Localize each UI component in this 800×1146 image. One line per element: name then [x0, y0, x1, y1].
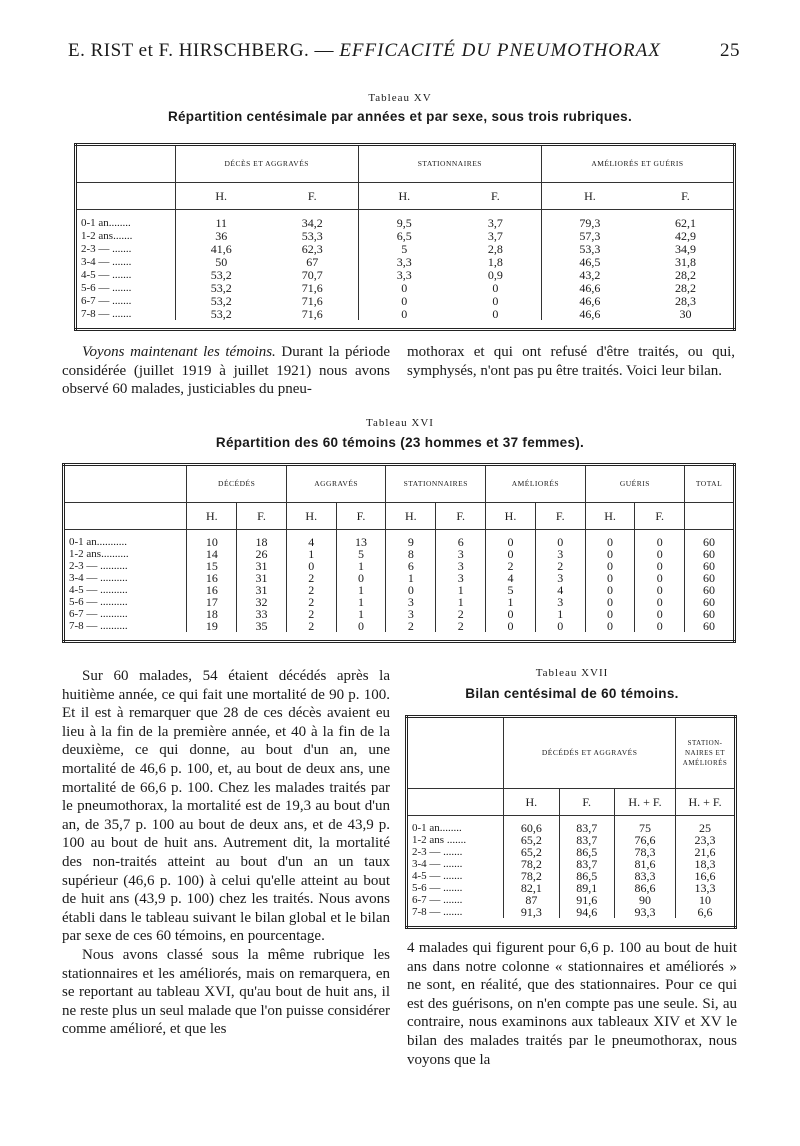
row-label: 3-4 — ..........: [69, 572, 128, 584]
table-cell: 18: [237, 530, 287, 549]
table-cell: 60: [685, 584, 735, 596]
table16-subheader: H.: [286, 503, 336, 530]
table-cell: 91,3: [504, 906, 559, 918]
header-authors: E. RIST et F. HIRSCHBERG. —: [68, 40, 335, 61]
row-label: 2-3 — .......: [412, 846, 463, 858]
table-cell: 16: [187, 572, 237, 584]
table17-subheader: H.: [504, 789, 559, 816]
table16-group-header: GUÉRIS: [585, 465, 684, 503]
table-cell: 2: [436, 620, 486, 632]
table-cell: 14: [187, 548, 237, 560]
table-cell: 31: [237, 572, 287, 584]
table15-body: [76, 210, 735, 330]
table-cell: 1: [386, 572, 436, 584]
table-cell: 2: [286, 572, 336, 584]
table-cell: 2: [286, 608, 336, 620]
table-row: [76, 255, 735, 268]
table-cell: 3: [436, 572, 486, 584]
table-cell: 10: [187, 530, 237, 549]
table-cell: 2: [535, 560, 585, 572]
table-cell: 83,7: [559, 816, 614, 835]
row-label: 4-5 — .......: [81, 268, 132, 281]
table-cell: 19: [187, 620, 237, 632]
table-cell: 0: [585, 584, 635, 596]
table-cell: 0: [585, 548, 635, 560]
row-label: 0-1 an...........: [69, 536, 128, 548]
table-cell: 0: [535, 530, 585, 549]
table-cell: 71,6: [301, 293, 323, 308]
table16-subheader: H.: [187, 503, 237, 530]
table-cell: 46,6: [541, 294, 638, 307]
table-cell: 18,3: [676, 858, 736, 870]
row-label: 3-4 — .......: [412, 858, 463, 870]
table-cell: 16,6: [676, 870, 736, 882]
table-cell: 71,6: [301, 306, 323, 321]
row-label: 7-8 — .......: [81, 307, 132, 320]
table-cell: 1: [486, 596, 536, 608]
table-cell: 91,6: [559, 894, 614, 906]
table-cell: 89,1: [559, 882, 614, 894]
table-cell: 1: [336, 584, 386, 596]
table16-corner: [64, 465, 187, 503]
table-cell: 17: [187, 596, 237, 608]
table-cell: 1,8: [487, 254, 503, 269]
table16-titles: [0, 417, 800, 450]
table-cell: 0: [585, 596, 635, 608]
table-cell: 3: [535, 572, 585, 584]
table-cell: 28,3: [674, 293, 696, 308]
table15: [74, 143, 736, 331]
table-cell: 0: [635, 620, 685, 632]
table-cell: 0: [492, 280, 499, 295]
para-temoins-left: [62, 343, 390, 399]
table-cell: 82,1: [504, 882, 559, 894]
table-row: [407, 816, 736, 835]
table-cell: 1: [336, 608, 386, 620]
table-cell: 78,2: [504, 858, 559, 870]
table17-group-header: STATION-NAIRES ET AMÉLIORÉS: [676, 717, 736, 789]
table-cell: 94,6: [559, 906, 614, 918]
table-cell: 50: [175, 255, 267, 268]
table-cell: 5: [358, 242, 450, 255]
table16-subheader: F.: [436, 503, 486, 530]
table-cell: 3: [535, 548, 585, 560]
table-cell: 2: [286, 584, 336, 596]
table16-body: [64, 530, 735, 642]
row-label: 5-6 — .......: [81, 281, 132, 294]
table-row: [76, 281, 735, 294]
table16-corner-sub: [64, 503, 187, 530]
table-cell: 6,6: [676, 906, 736, 918]
table-cell: 6,5: [358, 229, 450, 242]
table-cell: 25: [676, 816, 736, 835]
row-label: 0-1 an........: [412, 822, 462, 834]
row-label: 5-6 — .......: [412, 882, 463, 894]
table-cell: 36: [175, 229, 267, 242]
table15-group-header: STATIONNAIRES: [358, 145, 541, 183]
table-cell: 86,5: [559, 846, 614, 858]
table17-group-header: DÉCÉDÉS ET AGGRAVÉS: [504, 717, 676, 789]
table-row: [64, 530, 735, 549]
table-cell: 71,6: [301, 280, 323, 295]
table-cell: 0: [336, 620, 386, 632]
table-cell: 23,3: [676, 834, 736, 846]
table-cell: 46,6: [541, 307, 638, 320]
table16-caption: Tableau XVI: [366, 417, 434, 429]
table15-corner: [76, 145, 176, 183]
table17-caption: Tableau XVII: [535, 667, 609, 679]
table-cell: 2: [436, 608, 486, 620]
table-cell: 1: [336, 596, 386, 608]
table15-titles: [0, 92, 800, 124]
right-paragraph-1: 4 malades qui figurent pour 6,6 p. 100 au bout de huit ans dans notre colonne « stationnaires et améliorés » ne sont, en réalité, que des stationnaires. Pour ce qui est des guérisons, on n'en compte pas une seule. Si, au contraire, nous examinons aux tableaux XIV et XV le bilan des malades traités par le pneumothorax, nous voyons que la: [407, 940, 737, 1068]
table15-subheader: F.: [638, 183, 735, 210]
row-label: 4-5 — .......: [412, 870, 463, 882]
table-cell: 0,9: [487, 267, 503, 282]
table-cell: 5: [336, 548, 386, 560]
table16-subheader-total: [685, 503, 735, 530]
table-cell: 53,3: [301, 228, 323, 243]
table16-group-header: AMÉLIORÉS: [486, 465, 586, 503]
table-cell: 31,8: [674, 254, 696, 269]
table16-subheader: H.: [585, 503, 635, 530]
table-cell: 0: [358, 294, 450, 307]
table-cell: 0: [585, 560, 635, 572]
table-cell: 0: [635, 584, 685, 596]
table-cell: 0: [535, 620, 585, 632]
table17-subheader: H. + F.: [676, 789, 736, 816]
table-cell: 16: [187, 584, 237, 596]
table-cell: 76,6: [614, 834, 675, 846]
row-label: 7-8 — ..........: [69, 620, 128, 632]
table-row: [64, 584, 735, 596]
table-cell: 5: [486, 584, 536, 596]
table16-group-header: AGGRAVÉS: [286, 465, 386, 503]
table-cell: 86,6: [614, 882, 675, 894]
table-cell: 10: [676, 894, 736, 906]
table-row: [76, 210, 735, 230]
table16-subheader: H.: [486, 503, 536, 530]
table-cell: 0: [635, 572, 685, 584]
table-row: [407, 882, 736, 894]
table-cell: 0: [635, 560, 685, 572]
row-label: 6-7 — ..........: [69, 608, 128, 620]
table-cell: 65,2: [504, 834, 559, 846]
table-cell: 4: [535, 584, 585, 596]
table-cell: 3: [386, 608, 436, 620]
table-cell: 2,8: [487, 241, 503, 256]
table15-subheader: H.: [541, 183, 638, 210]
table-cell: 60: [685, 608, 735, 620]
table-cell: 86,5: [559, 870, 614, 882]
left-paragraph-1: Sur 60 malades, 54 étaient décédés après la huitième année, ce qui fait une mortalité de 90 p. 100. Et il est à remarquer que 28 de ces décès avaient eu lieu à la fin de la première année, et 40 à la fin de la deuxième, ce qui donne, au bout d'un an, une mortalité de 46,6 p. 100, et, au bout de deux ans, une mortalité de 66,6 p. 100. Chez les malades traités par le pneumothorax, la mortalité est de 19,3 au bout d'un an, de 35,7 p. 100 au bout de deux ans, et de 43,9 p. 100 au bout de huit ans. Autrement dit, la mortalité des non-traités atteint au bout d'un an un taux supérieur (46,6 p. 100) à celui qu'elle atteint au bout de huit ans (43,9 p. 100) chez les traités. Nous avons établi dans le tableau suivant le bilan global et le bilan par sexe de ces 60 témoins, en pourcentage.: [62, 668, 390, 945]
table-cell: 6: [436, 530, 486, 549]
table-cell: 26: [237, 548, 287, 560]
table-cell: 0: [492, 293, 499, 308]
table-cell: 0: [585, 530, 635, 549]
table-cell: 60,6: [504, 816, 559, 835]
table-row: [64, 608, 735, 620]
table-cell: 3,3: [358, 255, 450, 268]
table-padding-cell: [76, 320, 735, 330]
table-cell: 75: [614, 816, 675, 835]
table-cell: 83,7: [559, 834, 614, 846]
table-row: [64, 620, 735, 632]
table-cell: 60: [685, 530, 735, 549]
table-padding-row: [407, 918, 736, 928]
table-cell: 32: [237, 596, 287, 608]
table-row: [407, 846, 736, 858]
table15-group-header: AMÉLIORÉS ET GUÉRIS: [541, 145, 734, 183]
table-row: [76, 229, 735, 242]
table-cell: 9,5: [358, 210, 450, 230]
para-temoins-right-text: mothorax et qui ont refusé d'être traités, ou qui, symphysés, n'ont pas pu être traités. Voici leur bilan.: [407, 344, 735, 379]
table-cell: 78,3: [614, 846, 675, 858]
table15-caption: Tableau XV: [368, 92, 432, 104]
table-cell: 93,3: [614, 906, 675, 918]
table-cell: 0: [486, 620, 536, 632]
table-cell: 3,7: [487, 215, 503, 230]
table-cell: 2: [386, 620, 436, 632]
table-cell: 53,2: [175, 307, 267, 320]
table-cell: 33: [237, 608, 287, 620]
table16-group-header: STATIONNAIRES: [386, 465, 486, 503]
table15-subheader: F.: [450, 183, 542, 210]
table-cell: 87: [504, 894, 559, 906]
table-cell: 3: [436, 548, 486, 560]
table-cell: 0: [492, 306, 499, 321]
table16-subheader: H.: [386, 503, 436, 530]
table-row: [407, 894, 736, 906]
table16-subheader: F.: [336, 503, 386, 530]
table-cell: 6: [386, 560, 436, 572]
table-cell: 21,6: [676, 846, 736, 858]
table-cell: 81,6: [614, 858, 675, 870]
table-cell: 13: [336, 530, 386, 549]
right-column: [407, 939, 737, 1069]
row-label: 0-1 an........: [81, 216, 131, 229]
table-cell: 28,2: [674, 267, 696, 282]
table-cell: 11: [175, 210, 267, 230]
table-cell: 3: [436, 560, 486, 572]
table15-corner-sub: [76, 183, 176, 210]
table-row: [407, 906, 736, 918]
table-padding-cell: [64, 632, 735, 642]
table-cell: 0: [635, 530, 685, 549]
table-cell: 0: [635, 608, 685, 620]
table16-subheader: F.: [237, 503, 287, 530]
table-cell: 0: [336, 572, 386, 584]
table-row: [76, 294, 735, 307]
row-label: 2-3 — ..........: [69, 560, 128, 572]
table-cell: 0: [286, 560, 336, 572]
table-cell: 1: [286, 548, 336, 560]
table17-corner-sub: [407, 789, 504, 816]
left-column: [62, 667, 390, 1039]
para-temoins-right: [407, 343, 735, 380]
table-cell: 60: [685, 572, 735, 584]
table-cell: 4: [286, 530, 336, 549]
table-cell: 60: [685, 620, 735, 632]
table15-group-header: DÉCÈS ET AGGRAVÉS: [175, 145, 358, 183]
row-label: 6-7 — .......: [81, 294, 132, 307]
table-cell: 53,3: [541, 242, 638, 255]
table15-subheader: H.: [358, 183, 450, 210]
table-cell: 1: [436, 596, 486, 608]
table17-subtitle: Bilan centésimal de 60 témoins.: [465, 686, 679, 701]
table-cell: 8: [386, 548, 436, 560]
table-cell: 2: [286, 596, 336, 608]
table15-subheader: H.: [175, 183, 267, 210]
row-label: 7-8 — .......: [412, 906, 463, 918]
table-cell: 1: [535, 608, 585, 620]
table-cell: 43,2: [541, 268, 638, 281]
table-row: [76, 268, 735, 281]
row-label: 2-3 — .......: [81, 242, 132, 255]
table-cell: 57,3: [541, 229, 638, 242]
table-cell: 3: [386, 596, 436, 608]
table-cell: 1: [336, 560, 386, 572]
table16-group-header: DÉCÉDÉS: [187, 465, 286, 503]
table-row: [76, 307, 735, 320]
header-title: EFFICACITÉ DU PNEUMOTHORAX: [339, 40, 661, 61]
table-cell: 60: [685, 548, 735, 560]
row-label: 4-5 — ..........: [69, 584, 128, 596]
table-cell: 62,1: [674, 215, 696, 230]
table-cell: 3: [535, 596, 585, 608]
table-cell: 30: [679, 306, 692, 321]
table-cell: 28,2: [674, 280, 696, 295]
table-cell: 60: [685, 560, 735, 572]
row-label: 1-2 ans .......: [412, 834, 467, 846]
table-row: [407, 858, 736, 870]
table-cell: 34,9: [674, 241, 696, 256]
left-paragraph-2: Nous avons classé sous la même rubrique les stationnaires et les améliorés, mais on remarquera, en se reportant au tableau XVI, qu'au bout de huit ans, il ne reste plus un seul malade que l'on puisse considérer comme amélioré, et que les: [62, 946, 390, 1038]
table16-subheader: F.: [635, 503, 685, 530]
table-padding-row: [76, 320, 735, 330]
table-cell: 0: [585, 620, 635, 632]
table-cell: 78,2: [504, 870, 559, 882]
table-cell: 3,7: [487, 228, 503, 243]
table-row: [64, 560, 735, 572]
table-cell: 13,3: [676, 882, 736, 894]
table-cell: 90: [614, 894, 675, 906]
row-label: 1-2 ans..........: [69, 548, 129, 560]
table-cell: 1: [436, 584, 486, 596]
table-cell: 0: [585, 608, 635, 620]
table-cell: 4: [486, 572, 536, 584]
table-row: [407, 870, 736, 882]
page-number: 25: [720, 40, 740, 61]
table-cell: 83,7: [559, 858, 614, 870]
table-cell: 31: [237, 560, 287, 572]
table-cell: 42,9: [674, 228, 696, 243]
table-cell: 79,3: [541, 210, 638, 230]
table-cell: 2: [486, 560, 536, 572]
table-cell: 65,2: [504, 846, 559, 858]
table16: [62, 463, 736, 643]
table-cell: 0: [486, 608, 536, 620]
table17-body: [407, 816, 736, 928]
table-cell: 9: [386, 530, 436, 549]
table17-titles: [407, 667, 737, 701]
table15-subheader: F.: [267, 183, 359, 210]
table-cell: 31: [237, 584, 287, 596]
table-cell: 53,2: [175, 281, 267, 294]
table17-subheader: H. + F.: [614, 789, 675, 816]
table17: [405, 715, 737, 929]
table16-subheader: F.: [535, 503, 585, 530]
table-cell: 70,7: [301, 267, 323, 282]
row-label: 6-7 — .......: [412, 894, 463, 906]
table-cell: 0: [635, 596, 685, 608]
table-cell: 18: [187, 608, 237, 620]
para-temoins-text: Durant la période considérée (juillet 1919 à juillet 1921) nous avons observé 60 malades, justiciables du pneu-: [62, 344, 390, 398]
table-cell: 0: [585, 572, 635, 584]
table17-subheader: F.: [559, 789, 614, 816]
table-cell: 46,6: [541, 281, 638, 294]
table-cell: 0: [635, 548, 685, 560]
table-row: [64, 548, 735, 560]
table-cell: 60: [685, 596, 735, 608]
table-cell: 0: [486, 548, 536, 560]
para-temoins-italic: Voyons maintenant les témoins.: [82, 344, 276, 360]
row-label: 1-2 ans.......: [81, 229, 133, 242]
table-padding-cell: [407, 918, 736, 928]
table-cell: 0: [486, 530, 536, 549]
table-cell: 53,2: [175, 294, 267, 307]
table-row: [64, 572, 735, 584]
table16-subtitle: Répartition des 60 témoins (23 hommes et 37 femmes).: [215, 435, 585, 450]
row-label: 5-6 — ..........: [69, 596, 128, 608]
table-row: [407, 834, 736, 846]
table-row: [76, 242, 735, 255]
table-cell: 3,3: [358, 268, 450, 281]
table-padding-row: [64, 632, 735, 642]
table15-subtitle: Répartition centésimale par années et par sexe, sous trois rubriques.: [167, 109, 633, 124]
table17-corner: [407, 717, 504, 789]
table-cell: 41,6: [175, 242, 267, 255]
table-cell: 53,2: [175, 268, 267, 281]
table-cell: 0: [358, 307, 450, 320]
table-cell: 15: [187, 560, 237, 572]
table16-group-header: TOTAL: [685, 465, 735, 503]
table-cell: 35: [237, 620, 287, 632]
table-cell: 34,2: [301, 215, 323, 230]
table-cell: 46,5: [541, 255, 638, 268]
running-header: [68, 40, 740, 62]
table-cell: 0: [386, 584, 436, 596]
table-row: [64, 596, 735, 608]
table-cell: 2: [286, 620, 336, 632]
table-cell: 67: [306, 254, 319, 269]
row-label: 3-4 — .......: [81, 255, 132, 268]
table-cell: 83,3: [614, 870, 675, 882]
table-cell: 0: [358, 281, 450, 294]
table-cell: 62,3: [301, 241, 323, 256]
